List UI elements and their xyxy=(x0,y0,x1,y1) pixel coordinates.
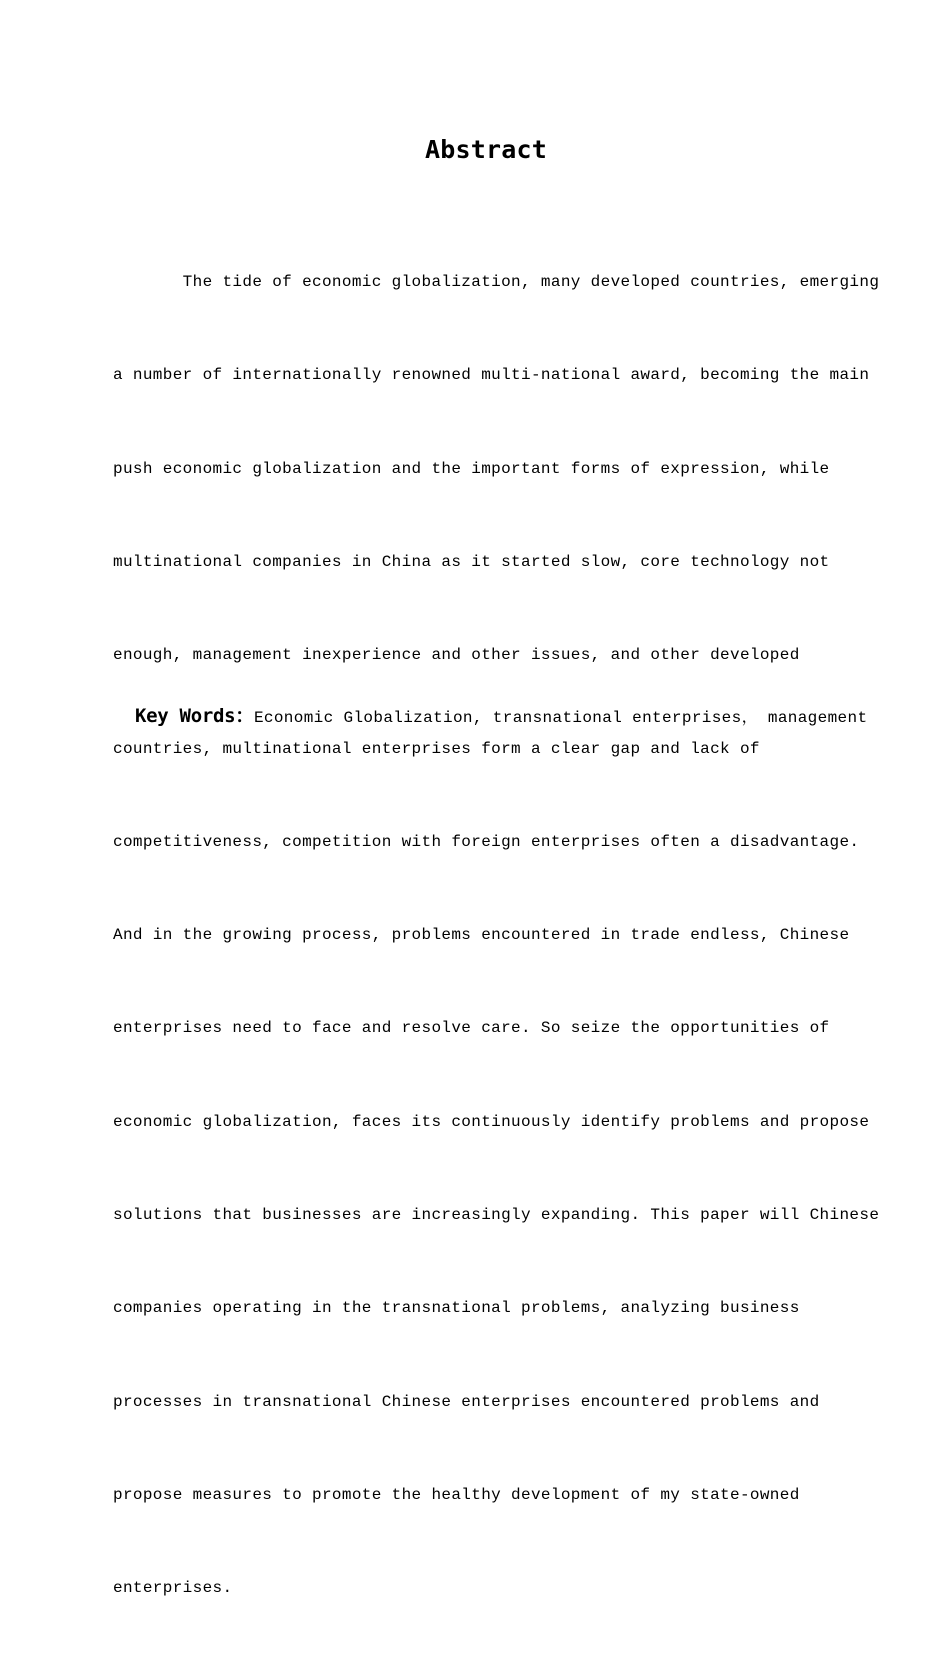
abstract-line: multinational companies in China as it started slow, core technology not xyxy=(113,553,830,572)
abstract-line: competitiveness, competition with foreign enterprises often a disadvantage. xyxy=(113,832,860,851)
abstract-line: And in the growing process, problems encountered in trade endless, Chinese xyxy=(113,926,850,945)
abstract-line: enough, management inexperience and other issues, and other developed xyxy=(113,646,800,665)
abstract-line: enterprises need to face and resolve care. So seize the opportunities of xyxy=(113,1019,830,1038)
abstract-line: enterprises. xyxy=(113,1579,233,1598)
abstract-line: economic globalization, faces its continuously identify problems and propose xyxy=(113,1112,870,1131)
abstract-line: a number of internationally renowned multi-national award, becoming the main xyxy=(113,366,870,385)
abstract-body xyxy=(113,205,880,1666)
abstract-line: companies operating in the transnational problems, analyzing business xyxy=(113,1299,800,1318)
keywords-line xyxy=(135,701,895,728)
abstract-title: Abstract xyxy=(424,135,547,164)
abstract-line: propose measures to promote the healthy development of my state-owned xyxy=(113,1485,800,1504)
abstract-line: processes in transnational Chinese enterprises encountered problems and xyxy=(113,1392,820,1411)
keywords-label: Key Words： xyxy=(135,705,254,727)
abstract-line: countries, multinational enterprises form a clear gap and lack of xyxy=(113,739,760,758)
keywords-value: Economic Globalization, transnational enterprises， management xyxy=(253,709,868,727)
abstract-line: push economic globalization and the important forms of expression, while xyxy=(113,459,830,478)
abstract-line: solutions that businesses are increasingly expanding. This paper will Chinese xyxy=(113,1206,880,1224)
abstract-line: The tide of economic globalization, many developed countries, emerging xyxy=(113,273,880,292)
